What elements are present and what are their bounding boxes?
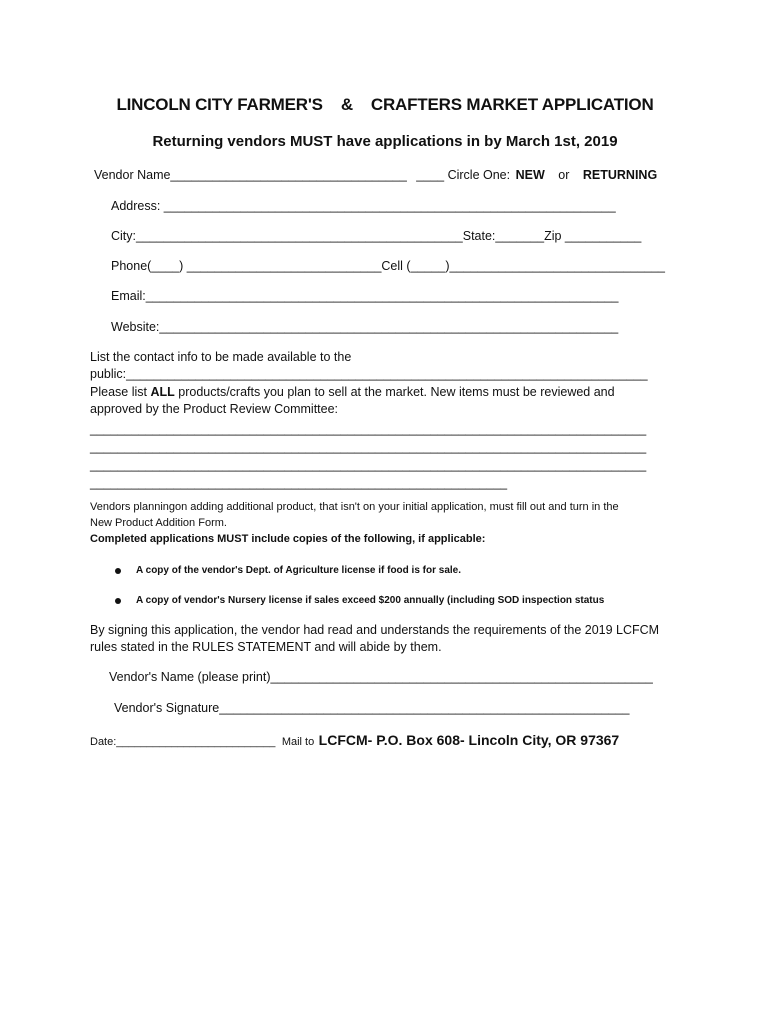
products-blank-line[interactable]: ________________________________________________________________________________	[90, 440, 647, 454]
vendor-name-field[interactable]: Vendor Name__________________________________	[94, 168, 407, 182]
signing-statement-line2: rules stated in the RULES STATEMENT and will abide by them.	[90, 640, 442, 654]
bullet-icon	[115, 598, 121, 604]
website-field[interactable]: Website:__________________________________________________________________	[111, 320, 619, 334]
city-row[interactable]	[111, 229, 641, 243]
signing-statement: By signing this application, the vendor had read and understands the requirements of the 2019 LCFCM	[90, 623, 660, 637]
option-or: or	[558, 168, 570, 182]
products-blank-line[interactable]: ____________________________________________________________	[90, 476, 508, 490]
address-field[interactable]: Address: _________________________________________________________________	[111, 199, 616, 213]
title-left: LINCOLN CITY FARMER'S	[116, 95, 323, 114]
vendor-signature-field[interactable]: Vendor's Signature___________________________________________________________	[114, 701, 630, 715]
zip-field[interactable]: Zip ___________	[544, 229, 642, 243]
products-blank-line[interactable]: ________________________________________________________________________________	[90, 422, 647, 436]
date-field[interactable]: Date:__________________________	[90, 736, 276, 748]
products-instruction-line2: approved by the Product Review Committee:	[90, 402, 339, 416]
contact-info-field[interactable]: public:___________________________________________________________________________	[90, 367, 648, 381]
mail-to-label: Mail to	[281, 736, 315, 748]
vendor-name-row[interactable]	[94, 168, 657, 182]
title-ampersand: &	[340, 95, 353, 114]
vendor-name-print-field[interactable]: Vendor's Name (please print)_______________________________________________________	[109, 670, 653, 684]
form-subtitle: Returning vendors MUST have applications in by March 1st, 2019	[152, 133, 618, 150]
option-returning[interactable]: RETURNING	[582, 168, 658, 182]
products-all: ALL	[150, 385, 175, 399]
state-field[interactable]: State:_______	[462, 229, 545, 243]
bullet-icon	[115, 568, 121, 574]
email-field[interactable]: Email:____________________________________________________________________	[111, 289, 619, 303]
new-product-note-line2: New Product Addition Form.	[90, 517, 227, 529]
bullet-item-nursery: A copy of vendor's Nursery license if sales exceed $200 annually (including SOD inspection status	[136, 595, 605, 606]
phone-field[interactable]: Phone(____) ____________________________	[111, 259, 382, 273]
title-right: CRAFTERS MARKET APPLICATION	[370, 95, 654, 114]
form-title	[0, 95, 770, 115]
completed-heading: Completed applications MUST include copies of the following, if applicable:	[90, 533, 486, 545]
products-rest: products/crafts you plan to sell at the market. New items must be reviewed and	[178, 385, 615, 399]
products-prefix: Please list	[90, 385, 147, 399]
phone-row[interactable]	[111, 259, 665, 273]
products-instruction	[90, 385, 615, 399]
bullet-item-agriculture: A copy of the vendor's Dept. of Agriculture license if food is for sale.	[136, 565, 462, 576]
date-mail-row	[90, 732, 619, 750]
products-blank-line[interactable]: ________________________________________________________________________________	[90, 458, 647, 472]
contact-info-label: List the contact info to be made available to the	[90, 350, 352, 364]
new-product-note: Vendors planningon adding additional product, that isn't on your initial application, must fill out and turn in the	[90, 501, 619, 513]
option-new[interactable]: NEW	[515, 168, 545, 182]
cell-field[interactable]: Cell (_____)_______________________________	[381, 259, 666, 273]
city-field[interactable]: City:_______________________________________________	[111, 229, 463, 243]
mailing-address: LCFCM- P.O. Box 608- Lincoln City, OR 97367	[318, 732, 620, 748]
circle-one-label: ____ Circle One:	[416, 168, 511, 182]
